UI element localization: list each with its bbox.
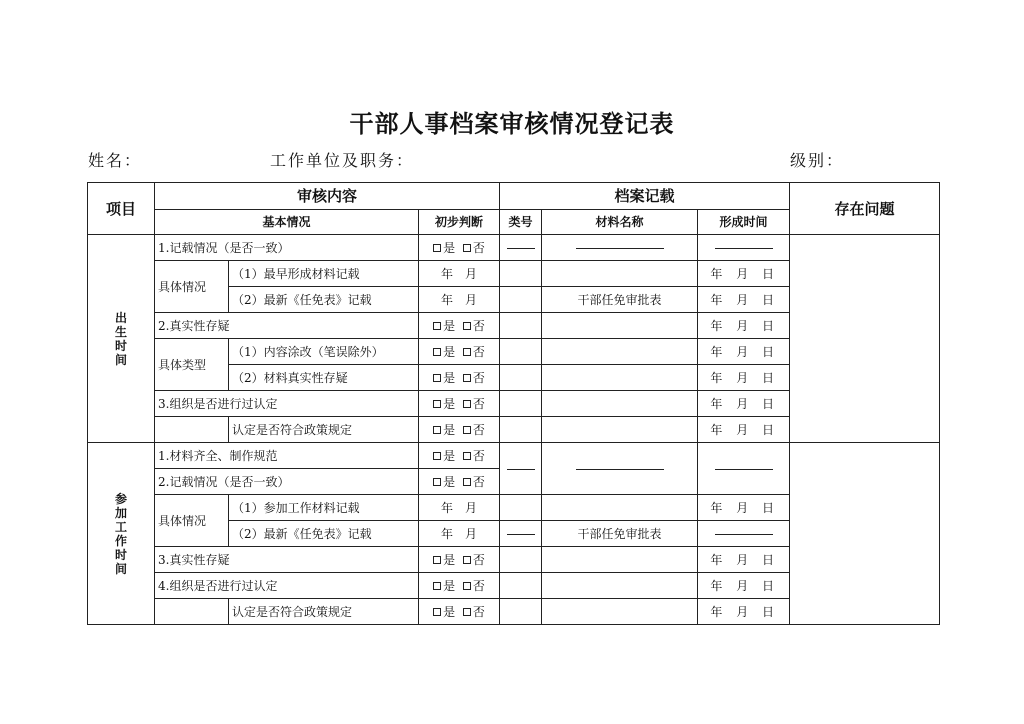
material-cell[interactable] [542,495,698,521]
yes-no-choice[interactable]: 是 否 [419,313,500,339]
material-cell: 干部任免审批表 [542,287,698,313]
registration-table [87,182,940,625]
name-label: 姓名： [88,151,143,170]
year-month-cell[interactable]: 年 月 [419,495,500,521]
birth-material-doubt: （2）材料真实性存疑 [229,365,419,391]
category-cell[interactable] [500,339,542,365]
birth-org-confirmed: 3.组织是否进行过认定 [155,391,419,417]
birth-latest-record: （2）最新《任免表》记载 [229,287,419,313]
material-cell[interactable] [542,573,698,599]
category-cell[interactable] [500,365,542,391]
header-category: 类号 [500,210,542,235]
dash-cell [698,235,790,261]
header-judge: 初步判断 [419,210,500,235]
dash-cell [500,443,542,495]
work-policy-compliant: 认定是否符合政策规定 [229,599,419,625]
yes-no-choice[interactable]: 是 否 [419,573,500,599]
work-authenticity-doubt: 3.真实性存疑 [155,547,419,573]
dash-cell [698,521,790,547]
form-title: 干部人事档案审核情况登记表 [349,109,675,138]
category-cell[interactable] [500,547,542,573]
empty-cell [155,599,229,625]
category-cell[interactable] [500,417,542,443]
work-start-label: 参 加 工 作 时 间 [88,443,155,625]
category-cell[interactable] [500,573,542,599]
dash-cell [542,235,698,261]
yes-no-choice[interactable]: 是 否 [419,391,500,417]
category-cell[interactable] [500,261,542,287]
date-cell[interactable]: 年 月 日 [698,339,790,365]
date-cell[interactable]: 年 月 日 [698,599,790,625]
header-material: 材料名称 [542,210,698,235]
material-cell[interactable] [542,417,698,443]
header-issues: 存在问题 [790,183,940,235]
work-issues-cell[interactable] [790,443,940,625]
birth-specific-label: 具体情况 [155,261,229,313]
year-month-cell[interactable]: 年 月 [419,287,500,313]
date-cell[interactable]: 年 月 日 [698,417,790,443]
birth-authenticity-doubt: 2.真实性存疑 [155,313,419,339]
material-cell[interactable] [542,365,698,391]
category-cell[interactable] [500,313,542,339]
birth-content-altered: （1）内容涂改（笔误除外） [229,339,419,365]
header-archive: 档案记载 [500,183,790,210]
material-cell[interactable] [542,313,698,339]
yes-no-choice[interactable]: 是 否 [419,443,500,469]
birth-type-label: 具体类型 [155,339,229,391]
work-materials-complete: 1.材料齐全、制作规范 [155,443,419,469]
date-cell[interactable]: 年 月 日 [698,313,790,339]
dash-cell [698,443,790,495]
yes-no-choice[interactable]: 是 否 [419,599,500,625]
header-formed: 形成时间 [698,210,790,235]
work-latest-record: （2）最新《任免表》记载 [229,521,419,547]
category-cell[interactable] [500,287,542,313]
dash-cell [500,521,542,547]
work-material-record: （1）参加工作材料记载 [229,495,419,521]
date-cell[interactable]: 年 月 日 [698,495,790,521]
date-cell[interactable]: 年 月 日 [698,547,790,573]
yes-no-choice[interactable]: 是 否 [419,339,500,365]
yes-no-choice[interactable]: 是 否 [419,365,500,391]
work-record-consistent: 2.记载情况（是否一致） [155,469,419,495]
dash-cell [542,443,698,495]
date-cell[interactable]: 年 月 日 [698,261,790,287]
date-cell[interactable]: 年 月 日 [698,573,790,599]
date-cell[interactable]: 年 月 日 [698,365,790,391]
yes-no-choice[interactable]: 是 否 [419,235,500,261]
material-cell: 干部任免审批表 [542,521,698,547]
work-specific-label: 具体情况 [155,495,229,547]
material-cell[interactable] [542,391,698,417]
category-cell[interactable] [500,391,542,417]
material-cell[interactable] [542,547,698,573]
birth-record-consistent: 1.记载情况（是否一致） [155,235,419,261]
empty-cell [155,417,229,443]
header-item: 项目 [88,183,155,235]
yes-no-choice[interactable]: 是 否 [419,417,500,443]
category-cell[interactable] [500,495,542,521]
year-month-cell[interactable]: 年 月 [419,261,500,287]
work-org-confirmed: 4.组织是否进行过认定 [155,573,419,599]
birth-policy-compliant: 认定是否符合政策规定 [229,417,419,443]
birth-date-label: 出 生 时 间 [88,235,155,443]
yes-no-choice[interactable]: 是 否 [419,469,500,495]
date-cell[interactable]: 年 月 日 [698,287,790,313]
yes-no-choice[interactable]: 是 否 [419,547,500,573]
unit-label: 工作单位及职务： [270,151,415,170]
material-cell[interactable] [542,599,698,625]
material-cell[interactable] [542,339,698,365]
level-label: 级别： [790,151,845,170]
dash-cell [500,235,542,261]
category-cell[interactable] [500,599,542,625]
birth-issues-cell[interactable] [790,235,940,443]
date-cell[interactable]: 年 月 日 [698,391,790,417]
birth-earliest-record: （1）最早形成材料记载 [229,261,419,287]
header-review: 审核内容 [155,183,500,210]
header-basic: 基本情况 [155,210,419,235]
year-month-cell[interactable]: 年 月 [419,521,500,547]
material-cell[interactable] [542,261,698,287]
